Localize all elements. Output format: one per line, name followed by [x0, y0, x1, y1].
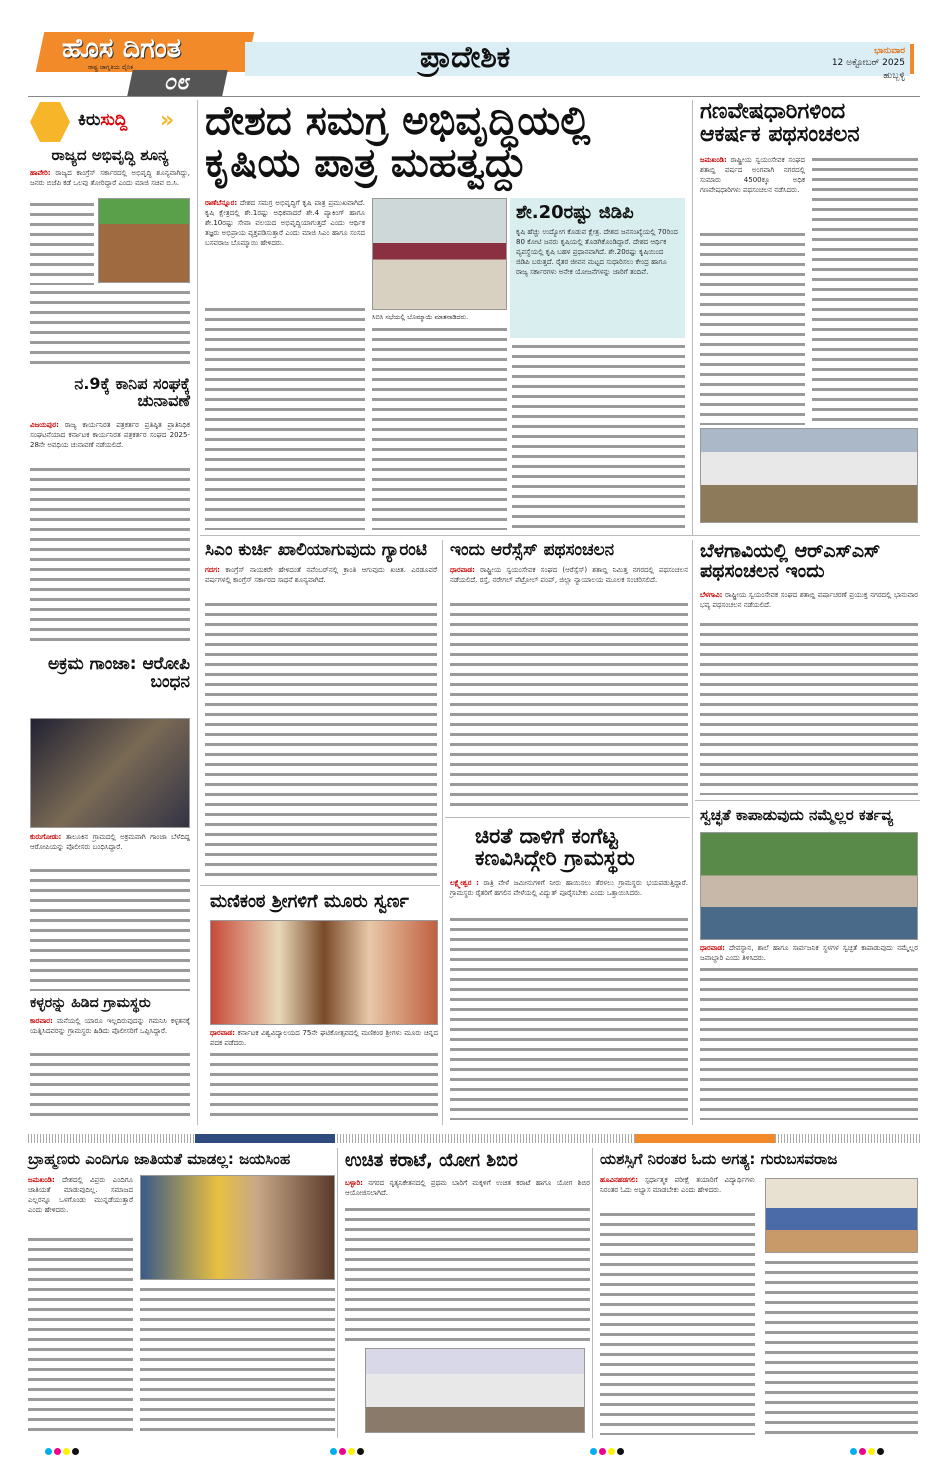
article-lead: ಕಾರವಾರ: ಮನೆಯಲ್ಲಿ ಯಾರೂ ಇಲ್ಲದಿರುವುದನ್ನು ಗಮನಿಸಿ ಕಳ್ಳತನಕ್ಕೆ ಯತ್ನಿಸಿದವರನ್ನು ಗ್ರಾಮಸ್ಥರು ಹಿಡಿದು ಪೊಲೀಸರಿಗೆ ಒಪ್ಪಿಸಿದ್ದಾರೆ. [30, 1017, 191, 1035]
article-lead: ಜಮಖಂಡಿ: ರಾಷ್ಟ್ರೀಯ ಸ್ವಯಂಸೇವಕ ಸಂಘದ ಶತಾಬ್ದಿ ವರ್ಷದ ಅಂಗವಾಗಿ ನಗರದಲ್ಲಿ ಸುಮಾರು 4500ಕ್ಕೂ ಅಧಿಕ ಗಣವೇಷಧಾರಿಗಳು ಪಥಸಂಚಲನ ನಡೆಸಿದರು. [700, 156, 805, 194]
box-text: ಕೃಷಿ ಹೆಚ್ಚು ಉದ್ಯೋಗ ಕೊಡುವ ಕ್ಷೇತ್ರ. ದೇಶದ ಜನಸಂಖ್ಯೆಯಲ್ಲಿ 70ರಿಂದ 80 ಕೋಟಿ ಜನರು ಕೃಷಿಯಲ್ಲಿ ತೊಡಗಿಕೊಂಡಿದ್ದಾರೆ. ದೇಶದ ಆರ್ಥಿಕ ವ್ಯವಸ್ಥೆಯಲ್ಲಿ ಕೃಷಿ ಬಹಳ ಪ್ರಧಾನವಾಗಿದೆ. ಶೇ.20ರಷ್ಟು ಕೃಷಿಯಿಂದ ಜಿಡಿಪಿ ಬರುತ್ತದೆ. ರೈತರ ಜೀವನ ಮಟ್ಟದ ಸುಧಾರಿಸಲು ಕೇಂದ್ರ ಹಾಗೂ ರಾಜ್ಯ ಸರ್ಕಾರಗಳು ಅನೇಕ ಯೋಜನೆಗಳನ್ನು ಜಾರಿಗೆ ತಂದಿವೆ. [516, 227, 678, 276]
date: 12 ಅಕ್ಟೋಬರ್ 2025 [831, 58, 905, 68]
article-body [600, 1210, 755, 1435]
article-body [700, 620, 918, 795]
article-body [372, 325, 507, 530]
headline[interactable]: ಗಣವೇಷಧಾರಿಗಳಿಂದ ಆಕರ್ಷಕ ಪಥಸಂಚಲನ [700, 99, 860, 148]
chevrons-icon: » [160, 108, 175, 133]
headline[interactable]: ನ.9ಕ್ಕೆ ಕಾನಿಪ ಸಂಘಕ್ಕೆ ಚುನಾವಣೆ [74, 374, 190, 410]
article-lead: ಕುರುಗೋಡು: ತಾಲೂಕಿನ ಗ್ರಾಮದಲ್ಲಿ ಅಕ್ರಮವಾಗಿ ಗಾಂಜಾ ಬೆಳೆದಿದ್ದ ಆರೋಪಿಯನ್ನು ಪೊಲೀಸರು ಬಂಧಿಸಿದ್ದಾರೆ. [30, 833, 190, 851]
headline[interactable]: ಇಂದು ಆರೆಸ್ಸೆಸ್ ಪಥಸಂಚಲನ [450, 540, 615, 560]
article-lead: ಜಮಖಂಡಿ: ದೇಶದಲ್ಲಿ ವಿಪ್ರರು ಎಂದಿಗೂ ಜಾತಿಯತೆ ಮಾಡುವುದಿಲ್ಲ. ಸಮಾಜದ ಎಲ್ಲರನ್ನೂ ಒಳಗೊಂಡು ಮುನ್ನಡೆಯುತ್ತಾರೆ ಎಂದು ಹೇಳಿದರು. [28, 1176, 134, 1214]
article-body [30, 866, 190, 991]
article-lead: ಲಕ್ಷ್ಮೇಶ್ವರ : ರಾತ್ರಿ ವೇಳೆ ಜಮೀನುಗಳಿಗೆ ನೀರು ಹಾಯಿಸಲು ತೆರಳಲು ಗ್ರಾಮಸ್ಥರು ಭಯಪಡುತ್ತಿದ್ದಾರೆ. ಗ್ರಾಮಸ್ಥರು ರೈತರಿಗೆ ಹಗಲಿನ ವೇಳೆಯಲ್ಲಿ ವಿದ್ಯುತ್ ಪೂರೈಸಬೇಕು ಎಂದು ಒತ್ತಾಯಿಸಿದರು. [450, 879, 689, 897]
classroom-photo [765, 1178, 918, 1253]
article-body [205, 305, 365, 530]
row-divider [695, 800, 920, 801]
article-body [450, 915, 688, 1120]
headline[interactable]: ರಾಜ್ಯದ ಅಭಿವೃದ್ಧಿ ಶೂನ್ಯ [51, 146, 169, 164]
column-divider [692, 540, 693, 1125]
headline[interactable]: ಸ್ವಚ್ಛತೆ ಕಾಪಾಡುವುದು ನಮ್ಮೆಲ್ಲರ ಕರ್ತವ್ಯ [700, 806, 894, 824]
group-photo [700, 832, 918, 940]
article-body [700, 965, 918, 1120]
article-body [28, 1235, 133, 1435]
article-body [30, 200, 94, 285]
tagline: ರಾಷ್ಟ್ರ ಜಾಗೃತಿಯ ದೈನಿಕ [88, 64, 134, 71]
edition-city: ಹುಬ್ಬಳ್ಳಿ [883, 71, 905, 81]
hand-icon [30, 102, 70, 142]
page-number: ೦೮ [127, 70, 228, 96]
award-photo [210, 920, 438, 1025]
headline[interactable]: ಅಕ್ರಮ ಗಾಂಜಾ: ಆರೋಪಿ ಬಂಧನ [47, 654, 190, 692]
karate-photo [365, 1348, 585, 1433]
article-lead: ಧಾರವಾಡ: ರಾಷ್ಟ್ರೀಯ ಸ್ವಯಂಸೇವಕ ಸಂಘದ (ಆರೆಸ್ಸೆಸ್) ಶತಾಬ್ದಿ ನಿಮಿತ್ತ ನಗರದಲ್ಲಿ ಪಥಸಂಚಲನ ನಡೆಯಲಿದೆ. ರಸ್ತೆ, ನರೇಗಲ್ ಪೆಟ್ರೋಲ್ ಪಂಪ್, ಜಿಲ್ಲಾ ನ್ಯಾಯಾಲಯ ಮೂಲಕ ಸಂಚರಿಸಲಿದೆ. [450, 566, 688, 584]
article-body [30, 465, 190, 645]
article-body [140, 1285, 335, 1435]
orange-stripe [635, 1134, 775, 1143]
article-body [30, 1050, 190, 1120]
kirusuddi-badge [30, 100, 180, 144]
article-body [345, 1205, 590, 1345]
section-title: ಪ್ರಾದೇಶಿಕ [420, 40, 511, 75]
photo-caption: ಸಿಬಿಸಿ ಸಭೆಯಲ್ಲಿ ಬೊಮ್ಮಾಯಿ ಮಾತನಾಡಿದರು. [372, 313, 469, 321]
headline[interactable]: ಯಶಸ್ಸಿಗೆ ನಿರಂತರ ಓದು ಅಗತ್ಯ: ಗುರುಬಸವರಾಜ [600, 1150, 838, 1168]
headline[interactable]: ಕಳ್ಳರನ್ನು ಹಿಡಿದ ಗ್ರಾಮಸ್ಥರು [30, 995, 151, 1011]
row-divider [200, 535, 920, 536]
column-divider [442, 540, 443, 1125]
registration-marks [850, 1440, 886, 1459]
article-lead: ಧಾರವಾಡ: ದೇವಸ್ಥಾನ, ಶಾಲೆ ಹಾಗೂ ಸಾರ್ವಜನಿಕ ಸ್ಥಳಗಳ ಸ್ವಚ್ಛತೆ ಕಾಪಾಡುವುದು ನಮ್ಮೆಲ್ಲರ ಜವಾಬ್ದಾರಿ ಎಂದು ತಿಳಿಸಿದರು. [700, 944, 918, 962]
headline[interactable]: ಬ್ರಾಹ್ಮಣರು ಎಂದಿಗೂ ಜಾತಿಯತೆ ಮಾಡಲ್ಲ: ಜಯಸಿಂಹ [28, 1150, 291, 1168]
registration-marks [590, 1440, 626, 1459]
divider-stripe [28, 1134, 920, 1143]
person-photo [98, 198, 190, 283]
article-lead: ಧಾರವಾಡ: ಕರ್ನಾಟಕ ವಿಶ್ವವಿದ್ಯಾಲಯದ 75ನೇ ಘಟಿಕೋತ್ಸವದಲ್ಲಿ ಮಣಿಕಂಠ ಶ್ರೀಗಳು ಮೂರು ಚಿನ್ನದ ಪದಕ ಪಡೆದರು. [210, 1029, 439, 1047]
lead-photo [372, 198, 507, 310]
kirusuddi-label: ಕಿರು [78, 110, 101, 130]
article-body [450, 600, 688, 810]
article-lead: ರಾಣೆಬೆನ್ನೂರ: ದೇಶದ ಸಮಗ್ರ ಅಭಿವೃದ್ಧಿಗೆ ಕೃಷಿ ಪಾತ್ರ ಪ್ರಮುಖವಾಗಿದೆ. ಕೃಷಿ ಕ್ಷೇತ್ರದಲ್ಲಿ ಶೇ.1ರಷ್ಟು ಅಧಿಕವಾದರೆ ಶೇ.4 ಪ್ಯಾಕಿಂಗ್ ಹಾಗೂ ಶೇ.10ರಷ್ಟು ಸೇವಾ ವಲಯದ ಅಭಿವೃದ್ಧಿಯಾಗುತ್ತದೆ ಎಂದು ಆರ್ಥಿಕ ತಜ್ಞರು ಅಭಿಪ್ರಾಯ ವ್ಯಕ್ತಪಡಿಸುತ್ತಾರೆ ಎಂದು ಮಾಜಿ ಸಿಎಂ ಹಾಗೂ ಸಂಸದ ಬಸವರಾಜ ಬೊಮ್ಮಾಯಿ ಹೇಳಿದರು. [205, 199, 365, 247]
article-body [765, 1258, 918, 1435]
article-body [700, 230, 805, 425]
logo[interactable]: ಹೊಸ ದಿಗಂತ [62, 33, 182, 64]
day: ಭಾನುವಾರ [874, 46, 905, 56]
masthead-rule [28, 96, 920, 97]
kirusuddi-label-red: ಸುದ್ದಿ [100, 110, 128, 130]
article-lead: ಹೂವಿನಹಡಗಲಿ: ಸ್ಪರ್ಧಾತ್ಮಕ ಪರೀಕ್ಷೆ ತಯಾರಿಗೆ ವಿದ್ಯಾರ್ಥಿಗಳು ನಿರಂತರ ಓದು ಅಭ್ಯಾಸ ಮಾಡಬೇಕು ಎಂದು ಹೇಳಿದರು. [600, 1176, 755, 1194]
article-body [812, 155, 918, 425]
article-body [205, 600, 437, 880]
lead-headline[interactable]: ದೇಶದ ಸಮಗ್ರ ಅಭಿವೃದ್ಧಿಯಲ್ಲಿ ಕೃಷಿಯ ಪಾತ್ರ ಮಹತ್ವದ್ದು [205, 98, 591, 186]
box-title: ಶೇ.20ರಷ್ಟು ಜಿಡಿಪಿ [516, 202, 634, 223]
article-lead: ಗದಗ: ಕಾಂಗ್ರೆಸ್ ನಾಯಕರೇ ಹೇಳಿದಂತೆ ನವೆಂಬರ್‌ನಲ್ಲಿ ಕ್ರಾಂತಿ ಆಗುವುದು ಖಚಿತ. ಎರಡೂವರೆ ವರ್ಷಗಳಲ್ಲಿ ಕಾಂಗ್ರೆಸ್ ಸರ್ಕಾರದ ಸಾಧನೆ ಶೂನ್ಯವಾಗಿದೆ. [205, 566, 437, 584]
parade-photo [700, 428, 918, 523]
row-divider [200, 885, 440, 886]
navy-stripe [195, 1134, 335, 1143]
headline[interactable]: ಚಿರತೆ ದಾಳಿಗೆ ಕಂಗೆಟ್ಟ ಕಣವಿಸಿದ್ಗೇರಿ ಗ್ರಾಮಸ್ಥರು [475, 824, 635, 871]
column-divider [692, 100, 693, 535]
column-divider [197, 100, 198, 1125]
article-body [512, 342, 685, 530]
article-lead: ವಿಜಯಪುರ: ರಾಜ್ಯ ಕಾರ್ಯನಿರತ ಪತ್ರಕರ್ತರ ಪ್ರತಿಷ್ಠಿತ ಪ್ರಾತಿನಿಧಿಕ ಸಂಘಟನೆಯಾದ ಕರ್ನಾಟಕ ಕಾರ್ಯನಿರತ ಪತ್ರಕರ್ತರ ಸಂಘದ 2025-28ನೇ ಅವಧಿಯ ಚುನಾವಣೆ ನಡೆಯಲಿದೆ. [30, 421, 190, 449]
article-lead: ಹಾವೇರಿ: ರಾಜ್ಯದ ಕಾಂಗ್ರೆಸ್ ಸರ್ಕಾರದಲ್ಲಿ ಅಭಿವೃದ್ಧಿ ಶೂನ್ಯವಾಗಿದ್ದು, ಜನರು ಬಿಜೆಪಿ ಕಡೆ ಒಲವು ತೋರಿದ್ದಾರೆ ಎಂದು ಮಾಜಿ ಸಚಿವ ಬಿ.ಸಿ. [30, 169, 190, 187]
headline[interactable]: ಬೆಳಗಾವಿಯಲ್ಲಿ ಆರ್‌ಎಸ್‌ಎಸ್ ಪಥಸಂಚಲನ ಇಂದು [700, 540, 881, 582]
column-divider [592, 1148, 593, 1438]
headline[interactable]: ಸಿಎಂ ಕುರ್ಚಿ ಖಾಲಿಯಾಗುವುದು ಗ್ಯಾರಂಟಿ [205, 540, 427, 560]
headline[interactable]: ಮಣಿಕಂಠ ಶ್ರೀಗಳಿಗೆ ಮೂರು ಸ್ವರ್ಣ [210, 891, 409, 912]
info-box [510, 198, 685, 338]
registration-marks [45, 1440, 81, 1459]
event-photo [140, 1175, 335, 1280]
row-divider [445, 817, 690, 818]
headline[interactable]: ಉಚಿತ ಕರಾಟೆ, ಯೋಗ ಶಿಬಿರ [345, 1150, 518, 1171]
article-lead: ಬೆಳಗಾವಿ: ರಾಷ್ಟ್ರೀಯ ಸ್ವಯಂಸೇವಕ ಸಂಘದ ಶತಾಬ್ದಿ ವರ್ಷಾಚರಣೆ ಪ್ರಯುಕ್ತ ನಗರದಲ್ಲಿ ಭಾನುವಾರ ಭವ್ಯ ಪಥಸಂಚಲನ ನಡೆಯಲಿದೆ. [700, 591, 918, 609]
column-divider [337, 1148, 338, 1438]
article-lead: ಬಳ್ಳಾರಿ: ನಗರದ ನೃತ್ಯನಿಕೇತನದಲ್ಲಿ ಪ್ರಥಮ ಬಾರಿಗೆ ಮಕ್ಕಳಿಗೆ ಉಚಿತ ಕರಾಟೆ ಹಾಗೂ ಯೋಗ ಶಿಬಿರ ಆಯೋಜಿಸಲಾಗಿದೆ. [345, 1179, 590, 1197]
news-photo [30, 718, 190, 828]
accent-bar [910, 44, 914, 74]
article-body [30, 288, 190, 368]
article-body [210, 1050, 438, 1122]
registration-marks [330, 1440, 366, 1459]
